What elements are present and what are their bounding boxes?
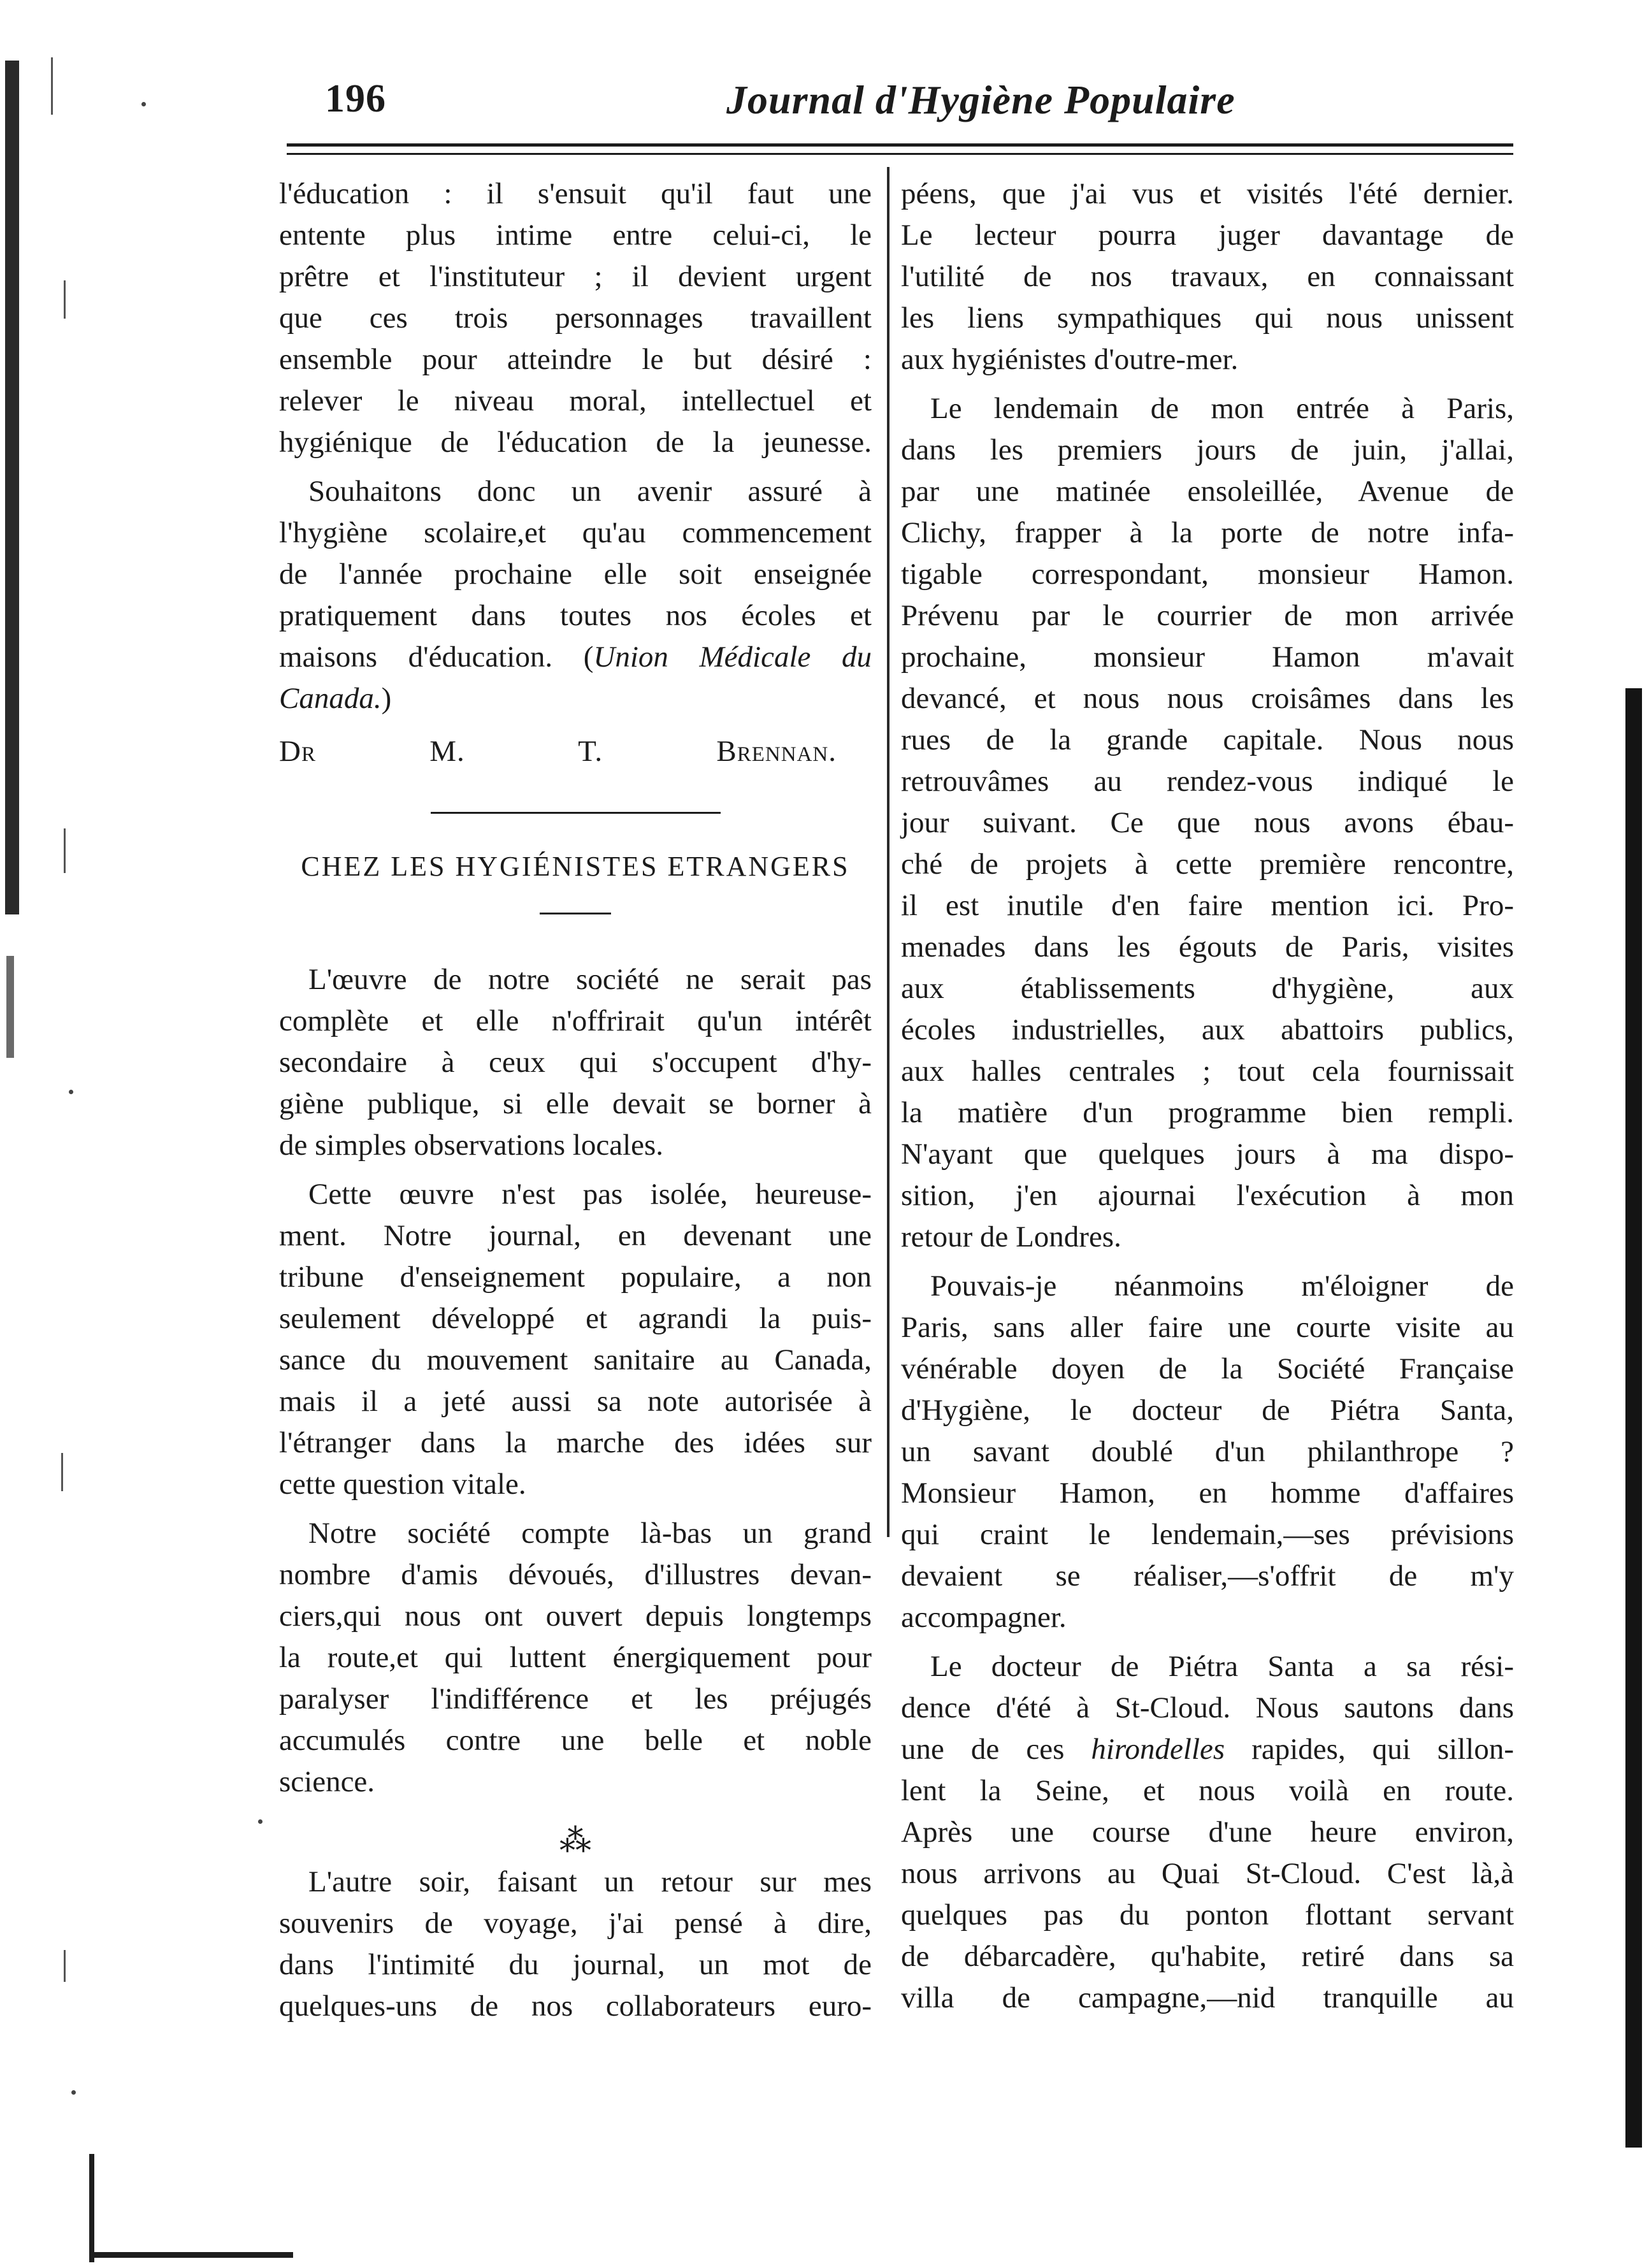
- text-run: maisons d'éducation. (: [279, 640, 594, 674]
- left-column: [279, 173, 872, 2035]
- scan-speck: [64, 828, 66, 873]
- text-line: l'étranger dans la marche des idées sur: [279, 1426, 872, 1459]
- text-line: accompagner.: [901, 1601, 1067, 1634]
- text-line: Cette œuvre n'est pas isolée, heureuse-: [308, 1178, 872, 1211]
- text-line: dence d'été à St-Cloud. Nous sautons dans: [901, 1691, 1514, 1724]
- text-line: [279, 678, 872, 719]
- text-line: relever le niveau moral, intellectuel et: [279, 384, 872, 417]
- text-line: la matière d'un programme bien rempli.: [901, 1096, 1514, 1129]
- text-line: vénérable doyen de la Société Française: [901, 1352, 1514, 1385]
- text-line: ensemble pour atteindre le but désiré :: [279, 343, 872, 376]
- text-line: [901, 1729, 1514, 1770]
- text-line: la route,et qui luttent énergiquement pour: [279, 1641, 872, 1674]
- text-line: giène publique, si elle devait se borner à: [279, 1087, 872, 1120]
- text-line: péens, que j'ai vus et visités l'été dernier.: [901, 177, 1514, 210]
- asterism-separator: ⁂: [559, 1823, 591, 1858]
- text-line: que ces trois personnages travaillent: [279, 301, 872, 335]
- text-line: Monsieur Hamon, en homme d'affaires: [901, 1477, 1514, 1510]
- section-title: CHEZ LES HYGIÉNISTES ETRANGERS: [301, 851, 850, 882]
- paragraph: [901, 1646, 1514, 2019]
- text-line: Notre société compte là-bas un grand: [308, 1517, 872, 1550]
- text-line: de simples observations locales.: [279, 1129, 664, 1162]
- scan-speck: [141, 102, 146, 106]
- text-line: les liens sympathiques qui nous unissent: [901, 301, 1514, 335]
- source-citation: Canada.: [279, 682, 382, 715]
- text-line: L'autre soir, faisant un retour sur mes: [308, 1865, 872, 1898]
- header-rule: [287, 143, 1513, 147]
- text-line: Après une course d'une heure environ,: [901, 1816, 1514, 1849]
- text-line: qui craint le lendemain,—ses prévisions: [901, 1518, 1514, 1551]
- text-line: il est inutile d'en faire mention ici. Pro-: [901, 889, 1514, 922]
- text-line: par une matinée ensoleillée, Avenue de: [901, 475, 1514, 508]
- text-line: tribune d'enseignement populaire, a non: [279, 1260, 872, 1294]
- text-line: de débarcadère, qu'habite, retiré dans sa: [901, 1940, 1514, 1973]
- text-line: tigable correspondant, monsieur Hamon.: [901, 558, 1514, 591]
- text-line: menades dans les égouts de Paris, visites: [901, 930, 1514, 964]
- text-line: sition, j'en ajournai l'exécution à mon: [901, 1179, 1514, 1212]
- text-line: rues de la grande capitale. Nous nous: [901, 723, 1514, 756]
- scan-corner-mark: [89, 2252, 293, 2258]
- text-line: sance du mouvement sanitaire au Canada,: [279, 1343, 872, 1376]
- section-divider: [431, 812, 721, 814]
- text-line: Souhaitons donc un avenir assuré à: [308, 475, 872, 508]
- scan-speck: [69, 1090, 73, 1094]
- binding-edge-shadow: [5, 61, 19, 914]
- text-line: cette question vitale.: [279, 1468, 526, 1501]
- text-line: ment. Notre journal, en devenant une: [279, 1219, 872, 1252]
- paragraph: [279, 1513, 872, 1803]
- text-line: écoles industrielles, aux abattoirs publics,: [901, 1013, 1514, 1046]
- text-line: l'éducation : il s'ensuit qu'il faut une: [279, 177, 872, 210]
- text-line: quelques pas du ponton flottant servant: [901, 1898, 1514, 1932]
- scan-speck: [64, 1950, 66, 1982]
- text-line: retour de Londres.: [901, 1220, 1121, 1253]
- binding-edge-shadow-lower: [6, 956, 14, 1058]
- text-line: Paris, sans aller faire une courte visite au: [901, 1311, 1514, 1344]
- text-line: pratiquement dans toutes nos écoles et: [279, 599, 872, 632]
- text-line: seulement développé et agrandi la puis-: [279, 1302, 872, 1335]
- text-line: prochaine, monsieur Hamon m'avait: [901, 640, 1514, 674]
- paragraph: [279, 471, 872, 772]
- text-line: jour suivant. Ce que nous avons ébau-: [901, 806, 1514, 839]
- page-number: 196: [325, 77, 386, 120]
- author-signature: Dr M. T. Brennan.: [279, 735, 837, 768]
- text-line: entente plus intime entre celui-ci, le: [279, 219, 872, 252]
- scan-speck: [71, 2090, 76, 2095]
- running-title: Journal d'Hygiène Populaire: [726, 77, 1235, 122]
- text-line: Le docteur de Piétra Santa a sa rési-: [930, 1650, 1514, 1683]
- scan-speck: [61, 1453, 63, 1491]
- text-line: [279, 637, 872, 678]
- text-line: complète et elle n'offrirait qu'un intérêt: [279, 1004, 872, 1037]
- scan-corner-mark: [89, 2154, 94, 2262]
- text-line: devaient se réaliser,—s'offrit de m'y: [901, 1559, 1514, 1593]
- scan-speck: [64, 280, 66, 319]
- text-line: hygiénique de l'éducation de la jeunesse.: [279, 426, 872, 459]
- source-citation: Union Médicale du: [593, 640, 872, 674]
- emphasized-word: hirondelles: [1091, 1733, 1225, 1766]
- text-line: science.: [279, 1765, 375, 1798]
- text-line: un savant doublé d'un philanthrope ?: [901, 1435, 1514, 1468]
- text-line: secondaire à ceux qui s'occupent d'hy-: [279, 1046, 872, 1079]
- text-line: villa de campagne,—nid tranquille au: [901, 1981, 1514, 2014]
- text-line: d'Hygiène, le docteur de Piétra Santa,: [901, 1394, 1514, 1427]
- text-line: L'œuvre de notre société ne serait pas: [308, 963, 872, 996]
- right-column: [901, 173, 1514, 2026]
- text-line: Le lecteur pourra juger davantage de: [901, 219, 1514, 252]
- text-line: nous arrivons au Quai St-Cloud. C'est là,à: [901, 1857, 1514, 1890]
- text-line: aux halles centrales ; tout cela fournissait: [901, 1055, 1514, 1088]
- text-line: dans l'intimité du journal, un mot de: [279, 1948, 872, 1981]
- text-line: accumulés contre une belle et noble: [279, 1724, 872, 1757]
- text-line: Le lendemain de mon entrée à Paris,: [930, 392, 1514, 425]
- header-rule-thin: [287, 153, 1513, 155]
- text-line: aux hygiénistes d'outre-mer.: [901, 343, 1239, 376]
- column-divider: [887, 167, 889, 1537]
- text-line: aux établissements d'hygiène, aux: [901, 972, 1514, 1005]
- paragraph: [279, 959, 872, 1166]
- text-line: quelques-uns de nos collaborateurs euro-: [279, 1990, 872, 2023]
- text-line: dans les premiers jours de juin, j'allai,: [901, 433, 1514, 466]
- paragraph: [279, 173, 872, 463]
- text-line: Clichy, frapper à la porte de notre infa-: [901, 516, 1514, 549]
- paragraph: [901, 388, 1514, 1258]
- text-line: retrouvâmes au rendez-vous indiqué le: [901, 765, 1514, 798]
- text-line: ciers,qui nous ont ouvert depuis longtemps: [279, 1600, 872, 1633]
- scan-speck: [258, 1819, 263, 1824]
- text-line: de l'année prochaine elle soit enseignée: [279, 558, 872, 591]
- text-run: ): [381, 682, 392, 715]
- paragraph: [279, 1174, 872, 1505]
- text-line: nombre d'amis dévoués, d'illustres devan-: [279, 1558, 872, 1591]
- text-run: une de ces: [901, 1733, 1091, 1766]
- scan-speck: [51, 57, 53, 115]
- paragraph: [901, 173, 1514, 380]
- right-edge-shadow: [1625, 688, 1642, 2148]
- text-run: rapides, qui sillon-: [1225, 1733, 1514, 1766]
- text-line: Prévenu par le courrier de mon arrivée: [901, 599, 1514, 632]
- text-line: ché de projets à cette première rencontre,: [901, 848, 1514, 881]
- text-line: mais il a jeté aussi sa note autorisée à: [279, 1385, 872, 1418]
- text-line: l'utilité de nos travaux, en connaissant: [901, 260, 1514, 293]
- paragraph: [279, 1861, 872, 2027]
- text-line: N'ayant que quelques jours à ma dispo-: [901, 1138, 1514, 1171]
- text-line: lent la Seine, et nous voilà en route.: [901, 1774, 1514, 1807]
- paragraph: [901, 1266, 1514, 1638]
- text-line: prêtre et l'instituteur ; il devient urgent: [279, 260, 872, 293]
- text-line: devancé, et nous nous croisâmes dans les: [901, 682, 1514, 715]
- text-line: l'hygiène scolaire,et qu'au commencement: [279, 516, 872, 549]
- text-line: paralyser l'indifférence et les préjugés: [279, 1682, 872, 1715]
- text-line: souvenirs de voyage, j'ai pensé à dire,: [279, 1907, 872, 1940]
- text-line: Pouvais-je néanmoins m'éloigner de: [930, 1269, 1514, 1303]
- title-underline: [540, 913, 611, 914]
